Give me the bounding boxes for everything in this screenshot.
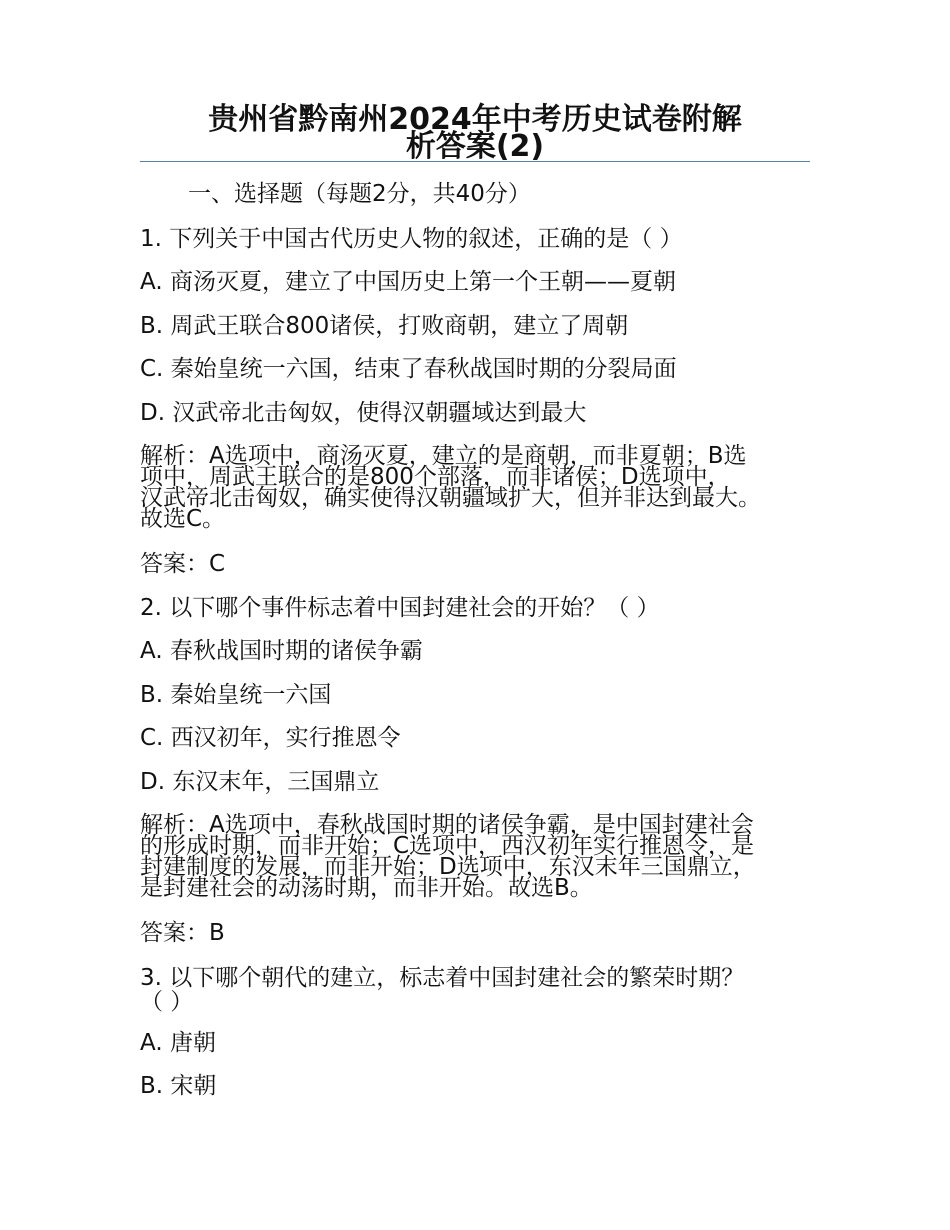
question-2-option-a: A. 春秋战国时期的诸侯争霸 [140,638,423,664]
question-3-option-a: A. 唐朝 [140,1030,216,1056]
question-1-stem: 1. 下列关于中国古代历史人物的叙述，正确的是（ ） [140,226,683,252]
analysis-line: 的形成时期，而非开始；C选项中，西汉初年实行推恩令，是 [140,833,755,859]
section-heading: 一、选择题（每题2分，共40分） [188,181,531,207]
question-2-option-d: D. 东汉末年，三国鼎立 [140,769,380,795]
analysis-line: 解析：A选项中，春秋战国时期的诸侯争霸，是中国封建社会 [140,812,754,838]
analysis-line: 是封建社会的动荡时期，而非开始。故选B。 [140,875,593,901]
question-3-option-b: B. 宋朝 [140,1073,217,1099]
title-line-1: 贵州省黔南州2024年中考历史试卷附解 [208,102,742,137]
stem-line: 3. 以下哪个朝代的建立，标志着中国封建社会的繁荣时期？ [140,965,745,991]
title-divider [140,161,810,162]
question-2-analysis [140,812,810,901]
question-1-option-d: D. 汉武帝北击匈奴，使得汉朝疆域达到最大 [140,400,587,426]
analysis-line: 项中，周武王联合的是800个部落，而非诸侯；D选项中， [140,464,731,490]
analysis-line: 汉武帝北击匈奴，确实使得汉朝疆域扩大，但并非达到最大。 [140,485,761,511]
question-1-option-c: C. 秦始皇统一六国，结束了春秋战国时期的分裂局面 [140,356,677,382]
question-2-answer: 答案：B [140,920,225,946]
question-1-analysis [140,443,810,532]
question-3-stem [140,966,810,1014]
analysis-line: 解析：A选项中，商汤灭夏，建立的是商朝，而非夏朝；B选 [140,443,747,469]
question-1-option-a: A. 商汤灭夏，建立了中国历史上第一个王朝——夏朝 [140,269,676,295]
question-2-option-b: B. 秦始皇统一六国 [140,682,332,708]
question-1-option-b: B. 周武王联合800诸侯，打败商朝，建立了周朝 [140,313,629,339]
title-line-2: 析答案(2) [405,129,545,164]
analysis-line: 故选C。 [140,506,226,532]
question-2-stem: 2. 以下哪个事件标志着中国封建社会的开始？（ ） [140,595,660,621]
question-2-option-c: C. 西汉初年，实行推恩令 [140,725,401,751]
question-1-answer: 答案：C [140,551,226,577]
stem-line: （ ） [140,989,194,1015]
analysis-line: 封建制度的发展，而非开始；D选项中，东汉末年三国鼎立， [140,854,756,880]
document-title [140,102,810,164]
